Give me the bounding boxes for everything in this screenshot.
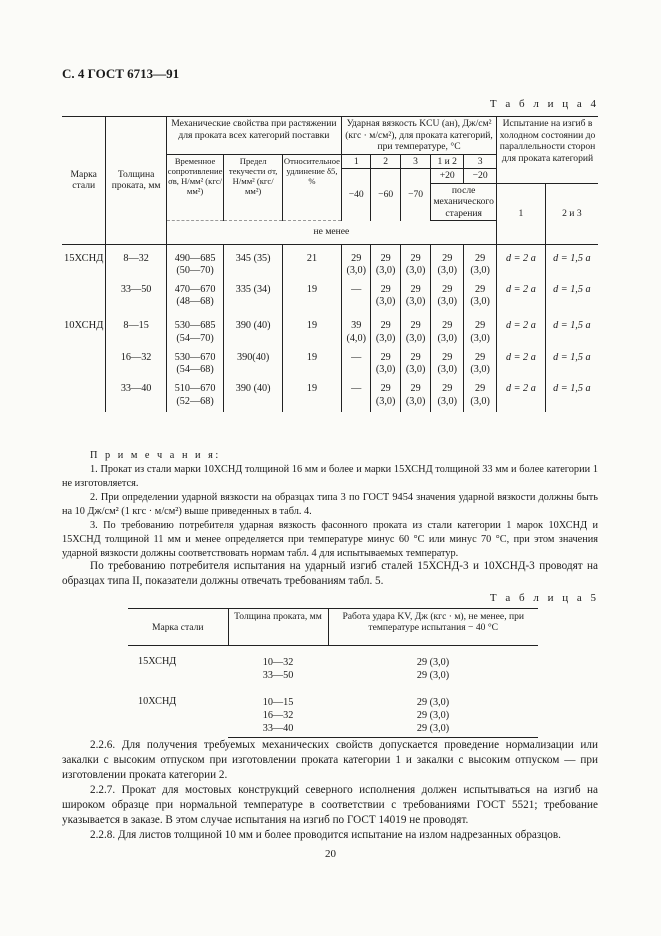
impact-temp-2: −60	[371, 169, 400, 221]
table-row	[62, 281, 598, 312]
row-impact-2: 29 (3,0)	[371, 281, 400, 312]
row-impact-3: 29 (3,0)	[400, 349, 430, 380]
row-yield: 335 (34)	[224, 281, 283, 312]
row-bend-1: d = 2 a	[497, 312, 546, 348]
page-header: С. 4 ГОСТ 6713—91	[62, 66, 180, 81]
row-impact-5: 29 (3,0)	[464, 312, 497, 348]
impact-temp-5: −20	[464, 169, 497, 184]
bend-cat-2-3: 2 и 3	[545, 183, 598, 244]
col-tensile-header: Временное сопротивление σв, Н/мм² (кгс/мм²)	[166, 154, 224, 221]
row-tensile: 510—670 (52—68)	[166, 380, 224, 411]
row-bend-1: d = 2 a	[497, 349, 546, 380]
note-3: 3. По требованию потребителя ударная вязкость фасонного проката из стали категории 1 марок 10ХСНД и 15ХСНД толщиной 11 мм и менее определяется при температуре минус 60 °С или минус 70 °С, при этом значения ударной вязкости должны соответствовать нормам табл. 4 для испытываемых температур.	[62, 520, 598, 559]
row-tensile: 490—685 (50—70)	[166, 244, 224, 281]
row-bend-1: d = 2 a	[497, 380, 546, 411]
row-thickness: 8—32	[106, 244, 166, 281]
note-2: 2. При определении ударной вязкости на образцах типа 3 по ГОСТ 9454 значения ударной вязкости должны быть на 10 Дж/см² (1 кгс · м/см²) выше приведенных в табл. 4.	[62, 492, 598, 517]
col-yield-header: Предел текучести σт, Н/мм² (кгс/мм²)	[224, 154, 283, 221]
row-impact-1: —	[341, 349, 370, 380]
t5-value-group1: 29 (3,0) 29 (3,0)	[416, 657, 450, 681]
table5	[128, 608, 538, 738]
impact-cat-3: 3	[400, 154, 430, 169]
impact-cat-2: 2	[371, 154, 400, 169]
row-bend-2-3: d = 1,5 a	[545, 281, 598, 312]
t5-col-impact: Работа удара KV, Дж (кгс · м), не менее, при температуре испытания − 40 °С	[328, 609, 538, 646]
row-tensile: 470—670 (48—68)	[166, 281, 224, 312]
t5-mark-10: 10ХСНД	[138, 696, 177, 707]
row-elongation: 19	[282, 349, 341, 380]
table-row	[62, 380, 598, 411]
row-impact-2: 29 (3,0)	[371, 380, 400, 411]
row-tensile: 530—685 (54—70)	[166, 312, 224, 348]
row-impact-4: 29 (3,0)	[431, 380, 464, 411]
note-1: 1. Прокат из стали марки 10ХСНД толщиной 16 мм и более и марки 15ХСНД толщиной 33 мм и более категории 1 не изготовляется.	[62, 464, 598, 489]
row-bend-2-3: d = 1,5 a	[545, 312, 598, 348]
row-impact-5: 29 (3,0)	[464, 244, 497, 281]
impact-temp-4: +20	[431, 169, 464, 184]
row-impact-5: 29 (3,0)	[464, 281, 497, 312]
row-impact-1: 29 (3,0)	[341, 244, 370, 281]
row-impact-4: 29 (3,0)	[431, 244, 464, 281]
impact-group-header: Ударная вязкость KCU (ан), Дж/см² (кгс · м/см²), для проката категорий, при температуре, °С	[341, 117, 496, 155]
notes-title: П р и м е ч а н и я:	[90, 450, 221, 461]
col-elong-header: Относительное удлинение δ5, %	[282, 154, 341, 221]
row-impact-3: 29 (3,0)	[400, 244, 430, 281]
row-impact-4: 29 (3,0)	[431, 349, 464, 380]
impact-cat-1-2: 1 и 2	[431, 154, 464, 169]
t5-col-mark: Марка стали	[128, 609, 228, 646]
row-elongation: 19	[282, 312, 341, 348]
row-impact-4: 29 (3,0)	[431, 281, 464, 312]
row-bend-1: d = 2 a	[497, 244, 546, 281]
col-mark-header: Марка стали	[62, 117, 106, 244]
row-mark: 10ХСНД	[64, 320, 104, 332]
table4-caption: Т а б л и ц а 4	[489, 98, 599, 110]
t5-value-group2: 29 (3,0) 29 (3,0) 29 (3,0)	[328, 684, 538, 738]
row-impact-5: 29 (3,0)	[464, 349, 497, 380]
impact-temp-1: −40	[341, 169, 370, 221]
intro-paragraph: По требованию потребителя испытания на ударный изгиб сталей 15ХСНД-3 и 10ХСНД-3 проводят на образцах типа II, показатели должны отвечать требованиям табл. 5.	[62, 560, 598, 587]
row-impact-4: 29 (3,0)	[431, 312, 464, 348]
table-row	[62, 349, 598, 380]
table5-caption: Т а б л и ц а 5	[489, 592, 599, 604]
row-elongation: 19	[282, 380, 341, 411]
para-2-2-8: 2.2.8. Для листов толщиной 10 мм и более проводится испытание на излом надрезанных образцов.	[90, 829, 561, 841]
row-thickness: 16—32	[106, 349, 166, 380]
t5-col-thickness: Толщина проката, мм	[228, 609, 328, 646]
table4	[62, 116, 598, 412]
t5-mark-15: 15ХСНД	[138, 656, 177, 667]
row-bend-2-3: d = 1,5 a	[545, 380, 598, 411]
t5-thick-group2: 10—15 16—32 33—40	[228, 684, 328, 738]
row-yield: 390(40)	[224, 349, 283, 380]
row-thickness: 33—50	[106, 281, 166, 312]
row-yield: 345 (35)	[224, 244, 283, 281]
impact-cat-3-aged: 3	[464, 154, 497, 169]
row-impact-2: 29 (3,0)	[371, 312, 400, 348]
row-yield: 390 (40)	[224, 380, 283, 411]
row-yield: 390 (40)	[224, 312, 283, 348]
row-thickness: 33—40	[106, 380, 166, 411]
notes-block	[62, 449, 598, 561]
mech-group-header: Механические свойства при растяжении для проката всех категорий поставки	[166, 117, 341, 155]
row-mark	[62, 380, 106, 411]
page-number: 20	[325, 848, 336, 860]
row-elongation: 21	[282, 244, 341, 281]
table-row	[62, 244, 598, 281]
impact-cat-1: 1	[341, 154, 370, 169]
row-elongation: 19	[282, 281, 341, 312]
row-mark	[62, 281, 106, 312]
row-tensile: 530—670 (54—68)	[166, 349, 224, 380]
para-2-2-6: 2.2.6. Для получения требуемых механических свойств допускается проведение нормализации или закалки с высоким отпуском при изготовлении проката категории 1 и закалки с высоким отпуском — при изготовлении проката категории 2.	[62, 739, 598, 781]
row-impact-3: 29 (3,0)	[400, 281, 430, 312]
row-impact-1: —	[341, 281, 370, 312]
t5-thick-group1: 10—32 33—50	[262, 657, 294, 681]
row-impact-3: 29 (3,0)	[400, 312, 430, 348]
row-thickness: 8—15	[106, 312, 166, 348]
row-mark: 15ХСНД	[64, 252, 104, 264]
row-impact-1: —	[341, 380, 370, 411]
row-impact-2: 29 (3,0)	[371, 244, 400, 281]
row-impact-2: 29 (3,0)	[371, 349, 400, 380]
section-paragraphs	[62, 738, 598, 843]
row-bend-2-3: d = 1,5 a	[545, 349, 598, 380]
table-row	[62, 312, 598, 348]
row-impact-3: 29 (3,0)	[400, 380, 430, 411]
row-impact-1: 39 (4,0)	[341, 312, 370, 348]
row-impact-5: 29 (3,0)	[464, 380, 497, 411]
bend-cat-1: 1	[497, 183, 546, 244]
row-mark	[62, 349, 106, 380]
para-2-2-7: 2.2.7. Прокат для мостовых конструкций северного исполнения должен испытываться на изгиб на широком образце при нормальной температуре в соответствии с требованиями ГОСТ 5521; требование указывается в заказе. В этом случае испытания на изгиб по ГОСТ 14019 не проводят.	[62, 784, 598, 826]
impact-temp-3: −70	[400, 169, 430, 221]
col-thickness-header: Толщина проката, мм	[106, 117, 166, 244]
aging-label: после механического старения	[431, 183, 497, 221]
bend-group-header: Испытание на изгиб в холодном состоянии до параллельности сторон для проката категорий	[497, 117, 598, 184]
row-bend-2-3: d = 1,5 a	[545, 244, 598, 281]
not-less-label: не менее	[166, 221, 496, 244]
row-bend-1: d = 2 a	[497, 281, 546, 312]
